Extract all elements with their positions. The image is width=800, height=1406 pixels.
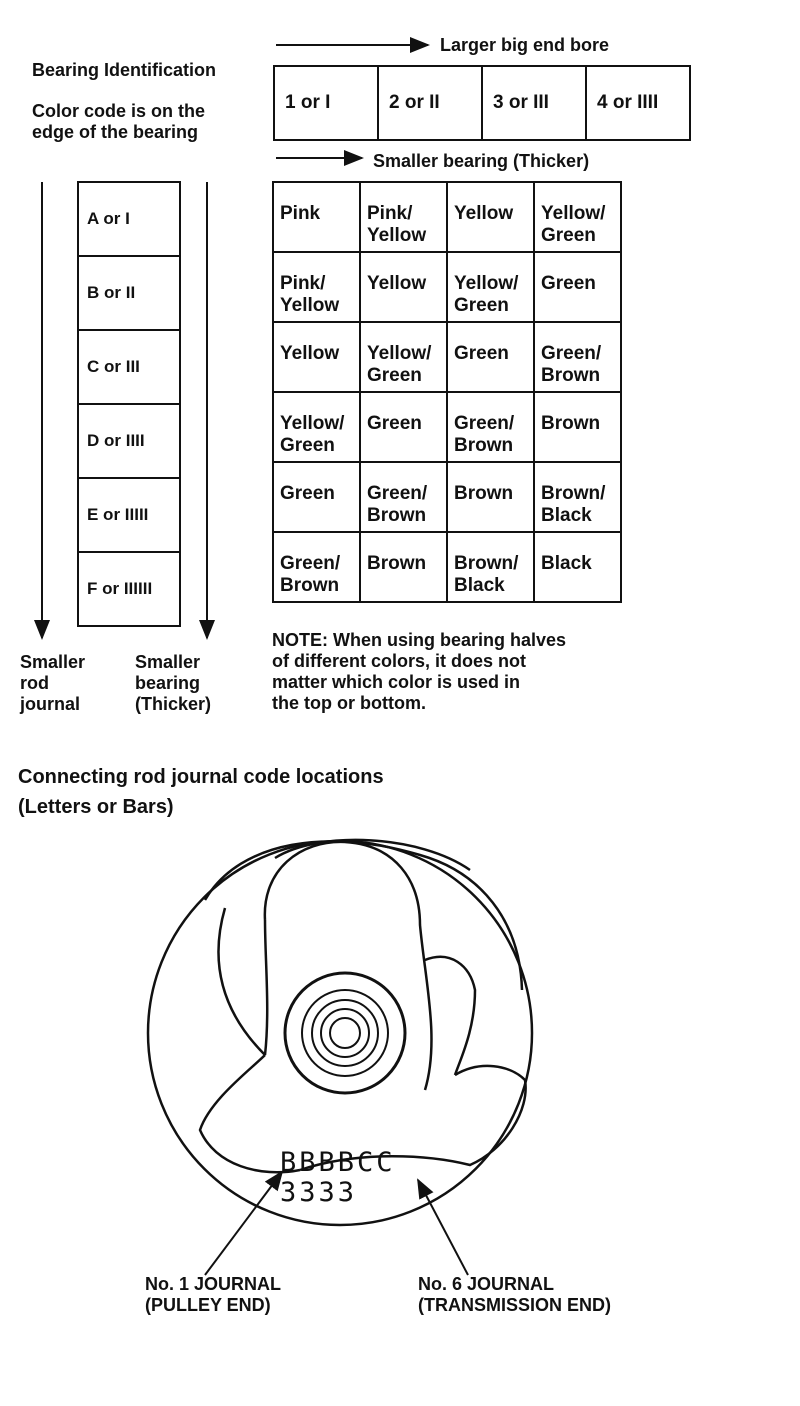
color-cell: Green/ Brown — [273, 532, 360, 602]
color-cell: Yellow/ Green — [360, 322, 447, 392]
color-cell: Pink/ Yellow — [360, 182, 447, 252]
rod-code-cell: B or II — [78, 256, 180, 330]
color-cell: Green — [360, 392, 447, 462]
color-cell: Green/ Brown — [360, 462, 447, 532]
color-cell: Yellow — [447, 182, 534, 252]
bore-code-table — [273, 65, 691, 141]
color-cell: Brown — [534, 392, 621, 462]
color-cell: Yellow/ Green — [534, 182, 621, 252]
journal-code-numbers: 3333 — [280, 1177, 358, 1208]
bore-code-cell: 3 or III — [482, 66, 586, 140]
larger-bore-label: Larger big end bore — [440, 35, 610, 55]
bore-code-cell: 2 or II — [378, 66, 482, 140]
color-cell: Green — [534, 252, 621, 322]
color-cell: Brown/ Black — [534, 462, 621, 532]
bearing-id-subtitle: Color code is on the edge of the bearing — [32, 101, 206, 142]
color-cell: Yellow/ Green — [447, 252, 534, 322]
rod-code-cell: F or IIIIII — [78, 552, 180, 626]
color-cell: Pink/ Yellow — [273, 252, 360, 322]
note-text: NOTE: When using bearing halves of different colors, it does not matter which color is used in the top or bottom. — [272, 630, 567, 713]
color-cell: Yellow/ Green — [273, 392, 360, 462]
rod-code-cell: E or IIIII — [78, 478, 180, 552]
smaller-bearing-thicker-label: Smaller bearing (Thicker) — [135, 652, 212, 714]
rod-code-cell: C or III — [78, 330, 180, 404]
journal1-label: No. 1 JOURNAL (PULLEY END) — [145, 1274, 282, 1315]
color-cell: Yellow — [360, 252, 447, 322]
bore-code-cell: 1 or I — [274, 66, 378, 140]
journal-code-letters: BBBBCC — [280, 1147, 396, 1178]
smaller-bearing-label: Smaller bearing (Thicker) — [373, 151, 590, 171]
color-cell: Yellow — [273, 322, 360, 392]
color-cell: Green/ Brown — [534, 322, 621, 392]
rod-code-cell: D or IIII — [78, 404, 180, 478]
section-title: Connecting rod journal code locations (Letters or Bars) — [18, 766, 384, 818]
color-cell: Pink — [273, 182, 360, 252]
color-cell: Brown — [447, 462, 534, 532]
bearing-color-table — [272, 181, 622, 603]
bore-code-cell: 4 or IIII — [586, 66, 690, 140]
color-cell: Black — [534, 532, 621, 602]
journal1-leader — [205, 1172, 282, 1275]
color-cell: Brown — [360, 532, 447, 602]
journal6-label: No. 6 JOURNAL (TRANSMISSION END) — [418, 1274, 611, 1315]
smaller-rod-journal-label: Smaller rod journal — [20, 652, 86, 714]
color-cell: Green — [447, 322, 534, 392]
rod-code-table — [77, 181, 181, 627]
color-cell: Brown/ Black — [447, 532, 534, 602]
color-cell: Green — [273, 462, 360, 532]
rod-code-cell: A or I — [78, 182, 180, 256]
bearing-id-title: Bearing Identification — [32, 60, 217, 80]
color-cell: Green/ Brown — [447, 392, 534, 462]
